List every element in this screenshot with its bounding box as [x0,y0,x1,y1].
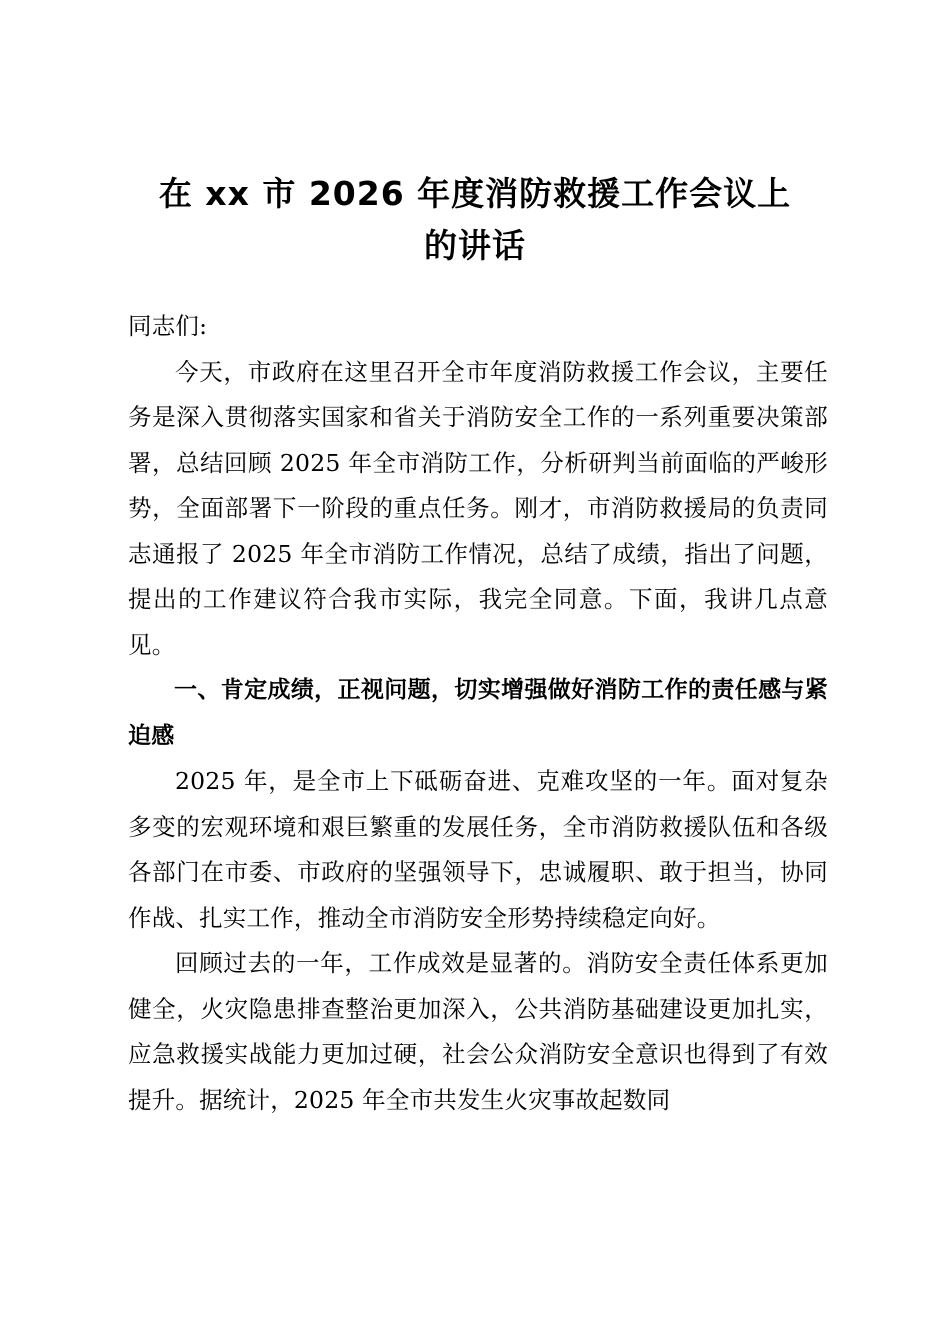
section-heading-1: 一、肯定成绩，正视问题，切实增强做好消防工作的责任感与紧迫感 [128,677,828,749]
document-title [120,168,830,272]
salutation: 同志们: [128,312,208,340]
title-line-2: 的讲话 [424,226,526,265]
document-body [128,304,828,1123]
paragraph-intro: 今天，市政府在这里召开全市年度消防救援工作会议，主要任务是深入贯彻落实国家和省关于消防安全工作的一系列重要决策部署，总结回顾 2025 年全市消防工作，分析研判当前面临的严峻形势，全面部署下一阶段的重点任务。刚才，市消防救援局的负责同志通报了 2025 年全市消防工作情况，总结了成绩，指出了问题，提出的工作建议符合我市实际，我完全同意。下面，我讲几点意见。 [128,357,828,659]
title-line-1: 在 xx 市 2026 年度消防救援工作会议上 [158,174,792,213]
paragraph-2025-overview: 2025 年，是全市上下砥砺奋进、克难攻坚的一年。面对复杂多变的宏观环境和艰巨繁重的发展任务，全市消防救援队伍和各级各部门在市委、市政府的坚强领导下，忠诚履职、敢于担当，协同作战、扎实工作，推动全市消防安全形势持续稳定向好。 [128,767,828,932]
paragraph-review: 回顾过去的一年，工作成效是显著的。消防安全责任体系更加健全，火灾隐患排查整治更加深入，公共消防基础建设更加扎实，应急救援实战能力更加过硬，社会公众消防安全意识也得到了有效提升。据统计，2025 年全市共发生火灾事故起数同 [128,949,828,1114]
